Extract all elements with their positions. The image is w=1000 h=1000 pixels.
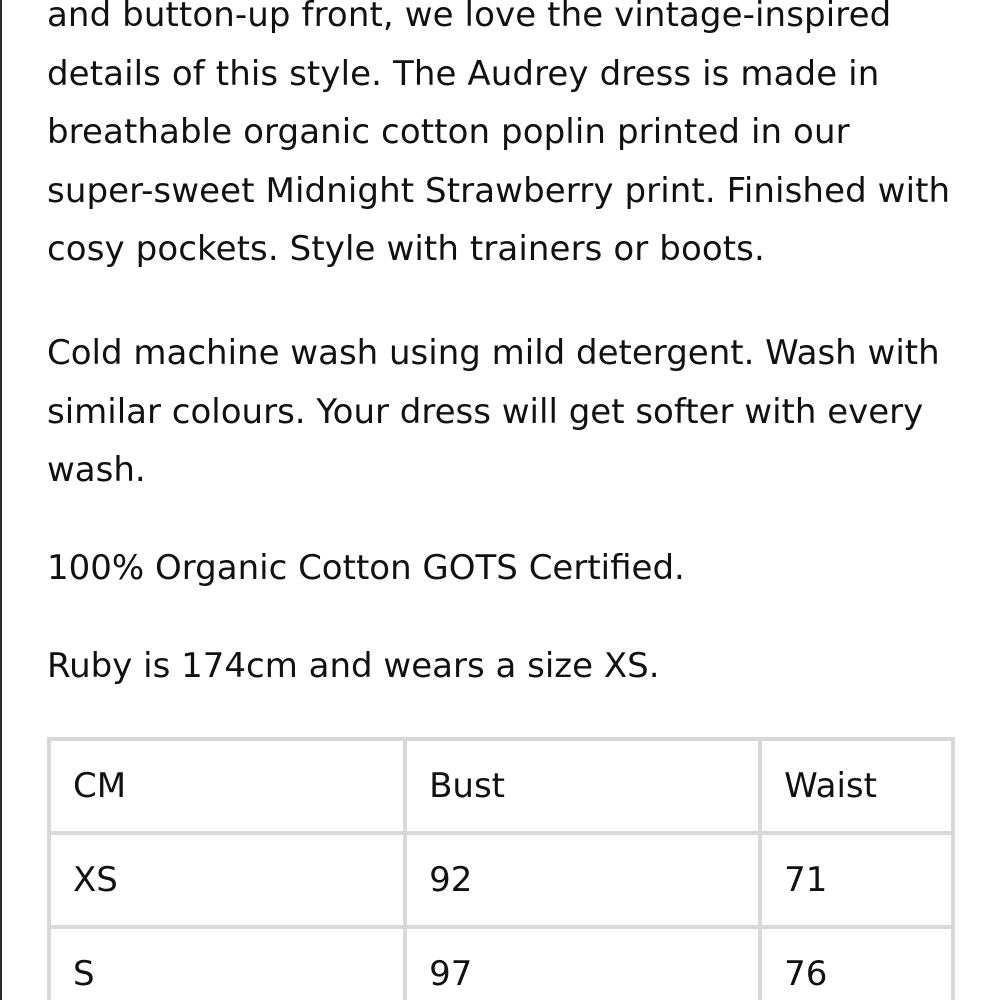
table-header-row — [51, 741, 951, 831]
description-line: details of this style. The Audrey dress is made in — [47, 53, 880, 94]
care-line: similar colours. Your dress will get softer with every — [47, 391, 924, 432]
waist-cell: 76 — [762, 929, 951, 1000]
waist-cell: 71 — [762, 835, 951, 925]
description-line: breathable organic cotton poplin printed in our — [47, 112, 850, 152]
table-row — [51, 929, 951, 1000]
bust-cell: 92 — [407, 835, 758, 925]
size-cell: S — [51, 929, 403, 1000]
size-cell: XS — [51, 835, 403, 925]
header-cell-bust: Bust — [407, 741, 758, 831]
table-row — [51, 835, 951, 925]
size-chart-table — [47, 737, 955, 1000]
header-cell-cm: CM — [51, 741, 403, 831]
bust-cell: 97 — [407, 929, 758, 1000]
care-line: Cold machine wash using mild detergent. Wash with — [47, 333, 940, 373]
description-line: super-sweet Midnight Strawberry print. Finished with — [47, 170, 951, 211]
care-line: wash. — [47, 450, 146, 490]
description-line: cosy pockets. Style with trainers or boots. — [47, 229, 765, 269]
description-line: and button-up front, we love the vintage-inspired — [47, 0, 892, 35]
material-info: 100% Organic Cotton GOTS Certified. — [47, 548, 685, 588]
header-cell-waist: Waist — [762, 741, 951, 831]
model-size-info: Ruby is 174cm and wears a size XS. — [47, 646, 660, 686]
